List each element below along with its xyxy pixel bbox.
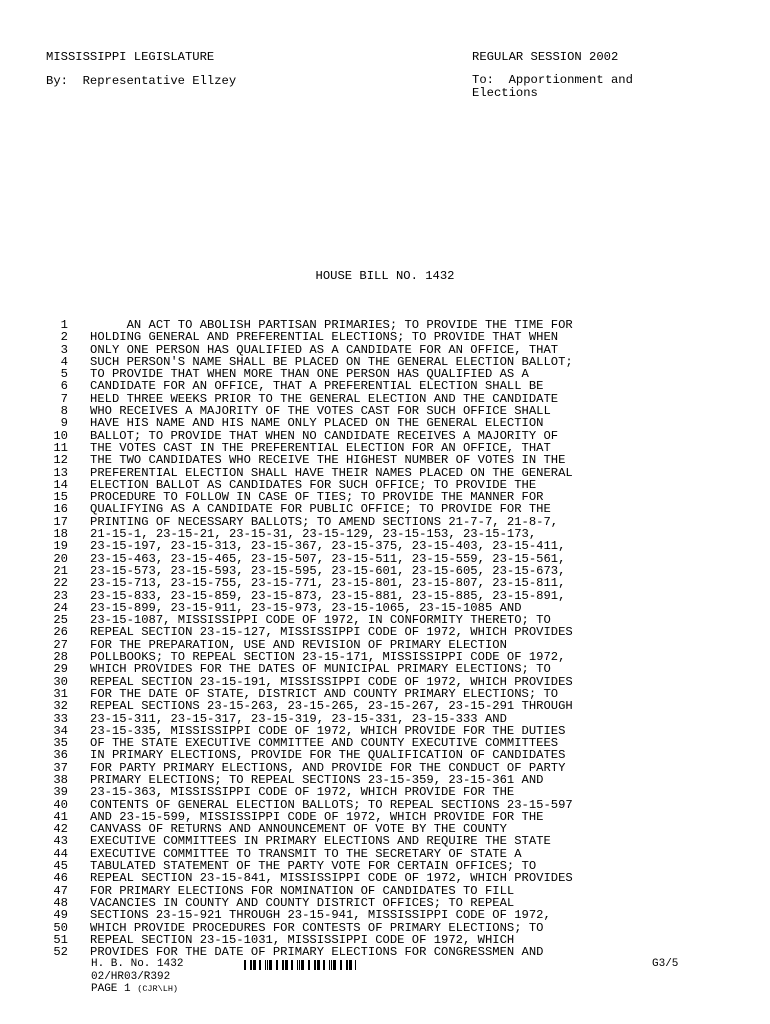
bill-line <box>40 590 573 602</box>
line-number: 44 <box>53 846 68 861</box>
line-text: PREFERENTIAL ELECTION SHALL HAVE THEIR NAMES PLACED ON THE GENERAL <box>90 465 573 480</box>
line-text: HOLDING GENERAL AND PREFERENTIAL ELECTIONS; TO PROVIDE THAT WHEN <box>90 330 559 345</box>
line-number: 10 <box>53 428 68 443</box>
line-text: PROVIDES FOR THE DATE OF PRIMARY ELECTIONS FOR CONGRESSMEN AND <box>90 945 544 960</box>
line-text: AN ACT TO ABOLISH PARTISAN PRIMARIES; TO PROVIDE THE TIME FOR <box>90 318 573 332</box>
line-number: 48 <box>53 895 68 910</box>
line-text: QUALIFYING AS A CANDIDATE FOR PUBLIC OFFICE; TO PROVIDE FOR THE <box>90 502 551 517</box>
line-text: SECTIONS 23-15-921 THROUGH 23-15-941, MISSISSIPPI CODE OF 1972, <box>90 908 551 923</box>
committee-line <box>472 74 692 100</box>
line-number: 11 <box>53 440 68 455</box>
line-number: 37 <box>53 760 68 775</box>
line-text: 23-15-573, 23-15-593, 23-15-595, 23-15-601, 23-15-605, 23-15-673, <box>90 563 566 578</box>
line-number: 25 <box>53 613 68 628</box>
line-number: 24 <box>53 600 68 615</box>
bill-line <box>40 663 573 675</box>
line-number: 49 <box>53 908 68 923</box>
line-text: 23-15-833, 23-15-859, 23-15-873, 23-15-881, 23-15-885, 23-15-891, <box>90 588 566 603</box>
line-text: TABULATED STATEMENT OF THE PARTY VOTE FOR CERTAIN OFFICES; TO <box>90 859 537 874</box>
line-number: 6 <box>60 379 68 394</box>
line-number: 19 <box>53 539 68 554</box>
line-text: PRINTING OF NECESSARY BALLOTS; TO AMEND SECTIONS 21-7-7, 21-8-7, <box>90 514 559 529</box>
line-number: 34 <box>53 723 68 738</box>
line-text: THE VOTES CAST IN THE PREFERENTIAL ELECTION FOR AN OFFICE, THAT <box>90 440 551 455</box>
bill-line <box>40 380 573 392</box>
line-number: 41 <box>53 809 68 824</box>
bill-line <box>40 417 573 429</box>
bill-line <box>40 540 573 552</box>
line-number: 27 <box>53 637 68 652</box>
line-text: 23-15-899, 23-15-911, 23-15-973, 23-15-1065, 23-15-1085 AND <box>90 600 522 615</box>
line-number: 42 <box>53 822 68 837</box>
line-text: BALLOT; TO PROVIDE THAT WHEN NO CANDIDATE RECEIVES A MAJORITY OF <box>90 428 559 443</box>
line-number: 29 <box>53 662 68 677</box>
line-number: 18 <box>53 527 68 542</box>
bill-line <box>40 922 573 934</box>
document-code: 02/HR03/R392 <box>91 970 171 983</box>
version-code: G3/5 <box>652 958 679 970</box>
line-text: 21-15-1, 23-15-21, 23-15-31, 23-15-129, 23-15-153, 23-15-173, <box>90 527 537 542</box>
line-text: 23-15-1087, MISSISSIPPI CODE OF 1972, IN CONFORMITY THERETO; TO <box>90 613 551 628</box>
session-label: REGULAR SESSION 2002 <box>472 50 619 64</box>
line-number: 23 <box>53 588 68 603</box>
line-number: 2 <box>60 330 68 345</box>
line-text: FOR THE PREPARATION, USE AND REVISION OF PRIMARY ELECTION <box>90 637 507 652</box>
line-number: 21 <box>53 563 68 578</box>
line-text: ONLY ONE PERSON HAS QUALIFIED AS A CANDIDATE FOR AN OFFICE, THAT <box>90 342 559 357</box>
line-text: TO PROVIDE THAT WHEN MORE THAN ONE PERSON HAS QUALIFIED AS A <box>90 367 529 382</box>
line-number: 26 <box>53 625 68 640</box>
line-text: OF THE STATE EXECUTIVE COMMITTEE AND COUNTY EXECUTIVE COMMITTEES <box>90 736 559 751</box>
line-number: 4 <box>60 354 68 369</box>
line-text: HAVE HIS NAME AND HIS NAME ONLY PLACED ON THE GENERAL ELECTION <box>90 416 544 431</box>
bill-line <box>40 626 573 638</box>
sponsor-line <box>46 75 236 88</box>
bill-line <box>40 467 573 479</box>
line-number: 47 <box>53 883 68 898</box>
bill-line <box>40 786 573 798</box>
line-text: IN PRIMARY ELECTIONS, PROVIDE FOR THE QUALIFICATION OF CANDIDATES <box>90 748 566 763</box>
line-text: FOR PRIMARY ELECTIONS FOR NOMINATION OF CANDIDATES TO FILL <box>90 883 515 898</box>
bill-line <box>40 503 573 515</box>
bill-line <box>40 331 573 343</box>
line-text: PROCEDURE TO FOLLOW IN CASE OF TIES; TO PROVIDE THE MANNER FOR <box>90 490 544 505</box>
line-text: POLLBOOKS; TO REPEAL SECTION 23-15-171, MISSISSIPPI CODE OF 1972, <box>90 650 566 665</box>
line-number: 51 <box>53 932 68 947</box>
page-number: PAGE 1 <box>91 983 131 995</box>
legislature-name: MISSISSIPPI LEGISLATURE <box>46 50 215 64</box>
bill-line <box>40 872 573 884</box>
line-number: 31 <box>53 686 68 701</box>
bill-line <box>40 909 573 921</box>
to-label: To: <box>472 73 494 87</box>
line-number: 36 <box>53 748 68 763</box>
bill-line <box>40 700 573 712</box>
line-number: 35 <box>53 736 68 751</box>
line-text: WHO RECEIVES A MAJORITY OF THE VOTES CAST FOR SUCH OFFICE SHALL <box>90 404 551 419</box>
line-text: FOR PARTY PRIMARY ELECTIONS, AND PROVIDE FOR THE CONDUCT OF PARTY <box>90 760 566 775</box>
bill-line <box>40 454 573 466</box>
line-text: VACANCIES IN COUNTY AND COUNTY DISTRICT OFFICES; TO REPEAL <box>90 895 515 910</box>
bill-line <box>40 713 573 725</box>
line-text: 23-15-713, 23-15-755, 23-15-771, 23-15-801, 23-15-807, 23-15-811, <box>90 576 566 591</box>
barcode-icon <box>244 960 356 970</box>
line-text: 23-15-463, 23-15-465, 23-15-507, 23-15-511, 23-15-559, 23-15-561, <box>90 551 566 566</box>
line-text: 23-15-197, 23-15-313, 23-15-367, 23-15-375, 23-15-403, 23-15-411, <box>90 539 566 554</box>
line-text: 23-15-335, MISSISSIPPI CODE OF 1972, WHICH PROVIDE FOR THE DUTIES <box>90 723 566 738</box>
line-text: CONTENTS OF GENERAL ELECTION BALLOTS; TO REPEAL SECTIONS 23-15-597 <box>90 797 573 812</box>
line-number: 39 <box>53 785 68 800</box>
line-number: 38 <box>53 772 68 787</box>
line-text: EXECUTIVE COMMITTEE TO TRANSMIT TO THE SECRETARY OF STATE A <box>90 846 522 861</box>
line-number: 15 <box>53 490 68 505</box>
line-text: SUCH PERSON'S NAME SHALL BE PLACED ON THE GENERAL ELECTION BALLOT; <box>90 354 573 369</box>
sponsor-name: Representative Ellzey <box>82 74 237 88</box>
line-number: 52 <box>53 945 68 960</box>
line-text: FOR THE DATE OF STATE, DISTRICT AND COUNTY PRIMARY ELECTIONS; TO <box>90 686 559 701</box>
line-text: REPEAL SECTIONS 23-15-263, 23-15-265, 23-15-267, 23-15-291 THROUGH <box>90 699 573 714</box>
bill-line <box>40 577 573 589</box>
line-number: 3 <box>60 342 68 357</box>
line-text: REPEAL SECTION 23-15-191, MISSISSIPPI CODE OF 1972, WHICH PROVIDES <box>90 674 573 689</box>
line-number: 5 <box>60 367 68 382</box>
bill-text <box>40 319 573 958</box>
line-text: AND 23-15-599, MISSISSIPPI CODE OF 1972, WHICH PROVIDE FOR THE <box>90 809 544 824</box>
line-number: 45 <box>53 859 68 874</box>
line-number: 8 <box>60 404 68 419</box>
line-number: 17 <box>53 514 68 529</box>
bill-line <box>40 946 573 958</box>
line-text: WHICH PROVIDE PROCEDURES FOR CONTESTS OF PRIMARY ELECTIONS; TO <box>90 920 544 935</box>
line-number: 16 <box>53 502 68 517</box>
bill-reference: H. B. No. 1432 <box>91 958 184 970</box>
line-number: 32 <box>53 699 68 714</box>
line-number: 33 <box>53 711 68 726</box>
line-text: WHICH PROVIDES FOR THE DATES OF MUNICIPAL PRIMARY ELECTIONS; TO <box>90 662 551 677</box>
line-number: 43 <box>53 834 68 849</box>
bill-line <box>40 835 573 847</box>
line-text: 23-15-311, 23-15-317, 23-15-319, 23-15-331, 23-15-333 AND <box>90 711 507 726</box>
line-number: 1 <box>60 318 68 332</box>
line-text: EXECUTIVE COMMITTEES IN PRIMARY ELECTIONS AND REQUIRE THE STATE <box>90 834 551 849</box>
bill-title: HOUSE BILL NO. 1432 <box>315 269 455 283</box>
line-text: REPEAL SECTION 23-15-127, MISSISSIPPI CODE OF 1972, WHICH PROVIDES <box>90 625 573 640</box>
line-number: 22 <box>53 576 68 591</box>
line-number: 40 <box>53 797 68 812</box>
line-text: CANDIDATE FOR AN OFFICE, THAT A PREFERENTIAL ELECTION SHALL BE <box>90 379 544 394</box>
by-label: By: <box>46 74 68 88</box>
line-number: 14 <box>53 477 68 492</box>
line-text: PRIMARY ELECTIONS; TO REPEAL SECTIONS 23-15-359, 23-15-361 AND <box>90 772 544 787</box>
line-number: 50 <box>53 920 68 935</box>
line-number: 20 <box>53 551 68 566</box>
line-text: CANVASS OF RETURNS AND ANNOUNCEMENT OF VOTE BY THE COUNTY <box>90 822 507 837</box>
line-text: HELD THREE WEEKS PRIOR TO THE GENERAL ELECTION AND THE CANDIDATE <box>90 391 559 406</box>
line-number: 7 <box>60 391 68 406</box>
line-text: ELECTION BALLOT AS CANDIDATES FOR SUCH OFFICE; TO PROVIDE THE <box>90 477 537 492</box>
line-text: 23-15-363, MISSISSIPPI CODE OF 1972, WHICH PROVIDE FOR THE <box>90 785 515 800</box>
bill-line <box>40 749 573 761</box>
line-number: 13 <box>53 465 68 480</box>
line-number: 30 <box>53 674 68 689</box>
line-text: THE TWO CANDIDATES WHO RECEIVE THE HIGHEST NUMBER OF VOTES IN THE <box>90 453 566 468</box>
committee-name: Apportionment and Elections <box>472 73 633 100</box>
footer-left <box>91 958 183 996</box>
line-number: 28 <box>53 650 68 665</box>
line-number: 12 <box>53 453 68 468</box>
drafter-initials: (CJR\LH) <box>137 984 179 994</box>
line-number: 46 <box>53 871 68 886</box>
line-text: REPEAL SECTION 23-15-1031, MISSISSIPPI CODE OF 1972, WHICH <box>90 932 515 947</box>
line-text: REPEAL SECTION 23-15-841, MISSISSIPPI CODE OF 1972, WHICH PROVIDES <box>90 871 573 886</box>
page-line <box>91 983 183 996</box>
line-number: 9 <box>60 416 68 431</box>
